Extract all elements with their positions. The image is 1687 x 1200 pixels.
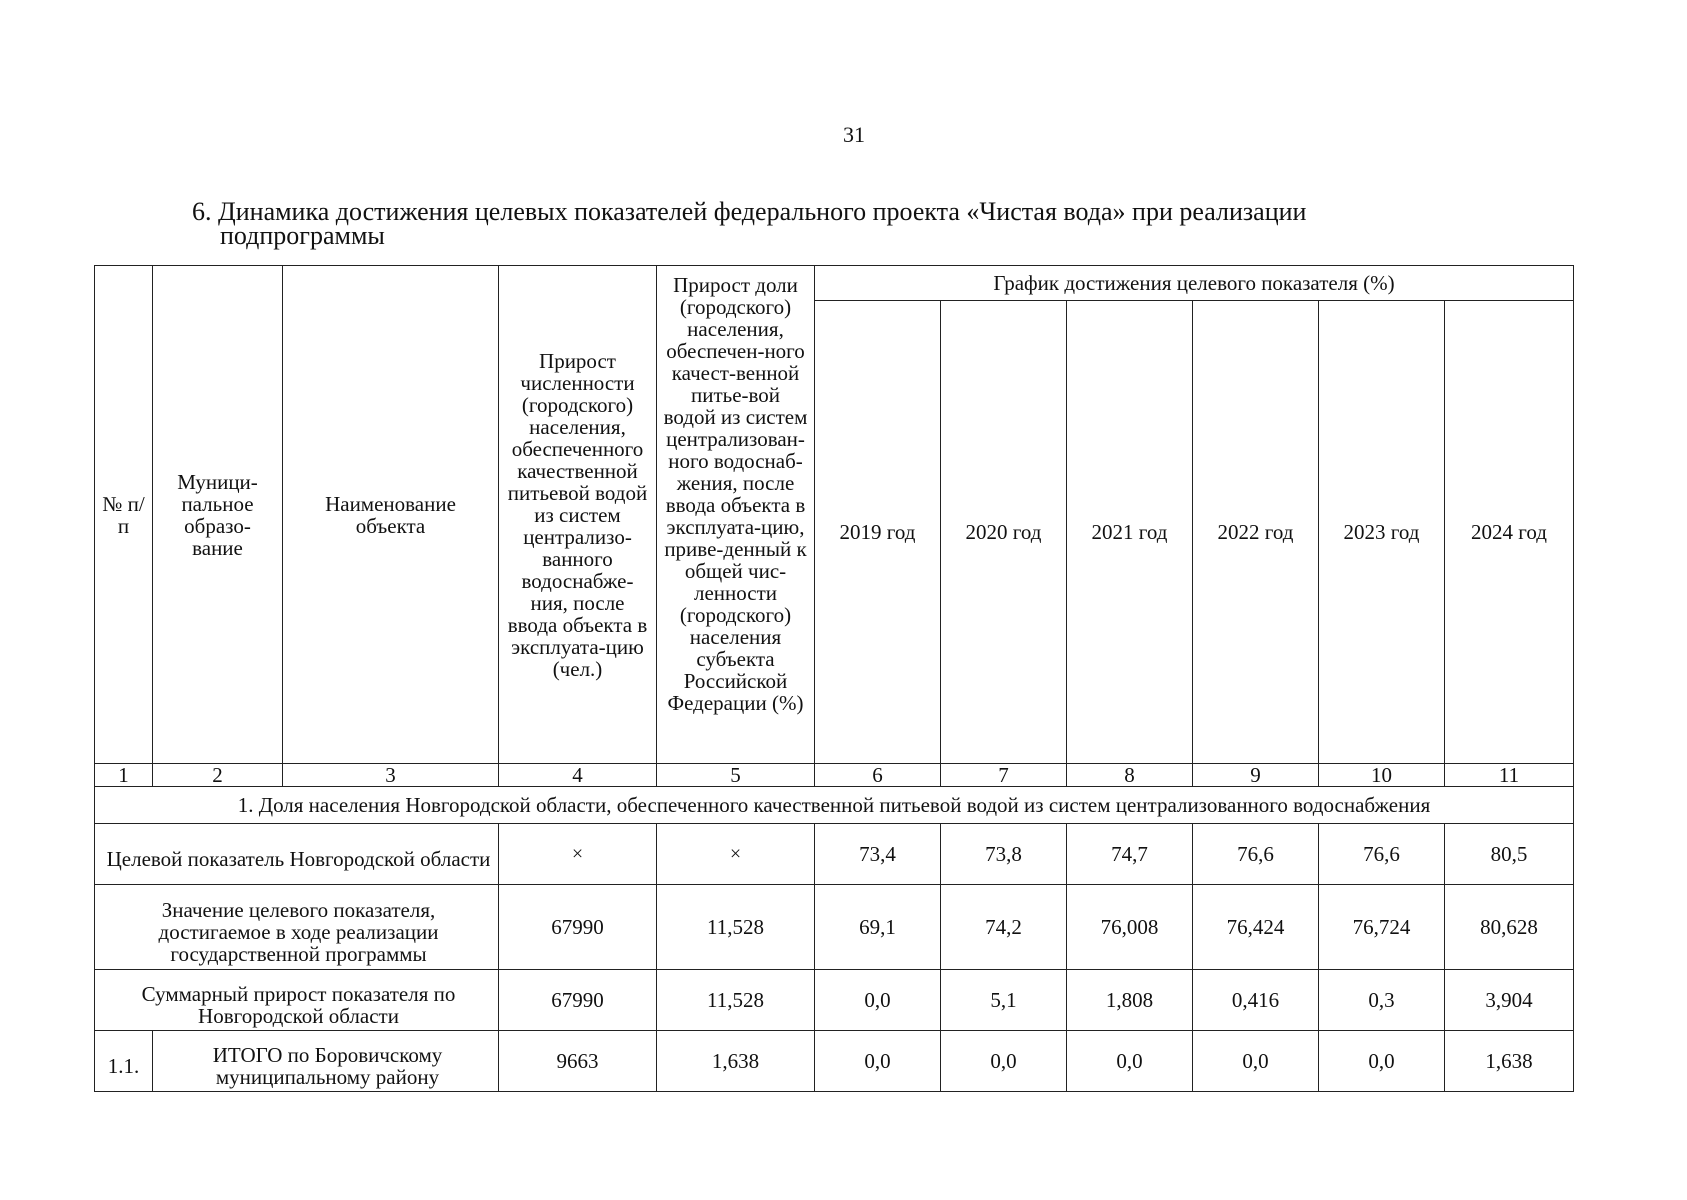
cell-share-growth: 1,638: [657, 1031, 815, 1092]
cell-year-2023: 0,0: [1319, 1031, 1445, 1092]
cell-year-2019: 0,0: [815, 1031, 941, 1092]
row-label: ИТОГО по Боровичскому муниципальному району: [153, 1031, 499, 1092]
row-label: Целевой показатель Новгородской области: [95, 824, 499, 885]
header-population-growth: Прирост численности (городского) населения, обеспеченного качественной питьевой водой из систем централизо-ванного водоснабже-ния, после ввода объекта в эксплуата-цию (чел.): [499, 266, 657, 764]
column-number: 6: [815, 764, 941, 787]
cell-year-2020: 74,2: [941, 885, 1067, 970]
header-year-2024: 2024 год: [1445, 301, 1574, 764]
cell-year-2021: 74,7: [1067, 824, 1193, 885]
header-num: № п/п: [95, 266, 153, 764]
column-number: 4: [499, 764, 657, 787]
cell-year-2019: 69,1: [815, 885, 941, 970]
cell-year-2024: 80,628: [1445, 885, 1574, 970]
cell-year-2022: 76,424: [1193, 885, 1319, 970]
cell-year-2020: 0,0: [941, 1031, 1067, 1092]
header-year-2022: 2022 год: [1193, 301, 1319, 764]
row-label: Суммарный прирост показателя по Новгородской области: [95, 970, 499, 1031]
column-number-row: [95, 764, 1574, 787]
column-number: 7: [941, 764, 1067, 787]
header-schedule-group: График достижения целевого показателя (%): [815, 266, 1574, 301]
column-number: 8: [1067, 764, 1193, 787]
column-number: 5: [657, 764, 815, 787]
cell-population-growth: 67990: [499, 970, 657, 1031]
page-number: 31: [843, 122, 865, 147]
cell-year-2023: 76,6: [1319, 824, 1445, 885]
cell-year-2021: 0,0: [1067, 1031, 1193, 1092]
section-title-line-2: подпрограммы: [220, 221, 385, 250]
cell-share-growth: ×: [657, 824, 815, 885]
section-title-line-1: 6. Динамика достижения целевых показателей федерального проекта «Чистая вода» при реализации: [192, 197, 1307, 226]
column-number: 11: [1445, 764, 1574, 787]
cell-share-growth: 11,528: [657, 885, 815, 970]
cell-year-2024: 1,638: [1445, 1031, 1574, 1092]
cell-population-growth: 9663: [499, 1031, 657, 1092]
header-year-2019: 2019 год: [815, 301, 941, 764]
column-number: 2: [153, 764, 283, 787]
cell-year-2022: 0,0: [1193, 1031, 1319, 1092]
targets-table: [94, 265, 1574, 1092]
column-number: 10: [1319, 764, 1445, 787]
section-row: [95, 787, 1574, 824]
header-year-2020: 2020 год: [941, 301, 1067, 764]
table-row: [95, 970, 1574, 1031]
cell-year-2023: 76,724: [1319, 885, 1445, 970]
cell-year-2021: 1,808: [1067, 970, 1193, 1031]
header-object: Наименование объекта: [283, 266, 499, 764]
section-title: [192, 197, 1452, 250]
cell-year-2020: 73,8: [941, 824, 1067, 885]
header-year-2023: 2023 год: [1319, 301, 1445, 764]
column-number: 1: [95, 764, 153, 787]
header-municipality: Муници-пальное образо-вание: [153, 266, 283, 764]
cell-year-2019: 73,4: [815, 824, 941, 885]
header-year-2021: 2021 год: [1067, 301, 1193, 764]
cell-year-2020: 5,1: [941, 970, 1067, 1031]
cell-year-2019: 0,0: [815, 970, 941, 1031]
table-row: [95, 824, 1574, 885]
cell-year-2022: 0,416: [1193, 970, 1319, 1031]
table-row: [95, 885, 1574, 970]
column-number: 3: [283, 764, 499, 787]
row-number: 1.1.: [95, 1031, 153, 1092]
table-row: [95, 1031, 1574, 1092]
column-number: 9: [1193, 764, 1319, 787]
header-share-growth: Прирост доли (городского) населения, обеспечен-ного качест-венной питье-вой водой из систем централизован-ного водоснаб-жения, после ввода объекта в эксплуата-цию, приве-денный к общей чис-ленности (городского) населения субъекта Российской Федерации (%): [657, 266, 815, 764]
cell-year-2024: 3,904: [1445, 970, 1574, 1031]
cell-population-growth: 67990: [499, 885, 657, 970]
cell-population-growth: ×: [499, 824, 657, 885]
cell-year-2022: 76,6: [1193, 824, 1319, 885]
row-label: Значение целевого показателя, достигаемое в ходе реализации государственной программы: [95, 885, 499, 970]
cell-share-growth: 11,528: [657, 970, 815, 1031]
cell-year-2024: 80,5: [1445, 824, 1574, 885]
section-heading: 1. Доля населения Новгородской области, обеспеченного качественной питьевой водой из систем централизованного водоснабжения: [95, 787, 1574, 824]
cell-year-2023: 0,3: [1319, 970, 1445, 1031]
cell-year-2021: 76,008: [1067, 885, 1193, 970]
